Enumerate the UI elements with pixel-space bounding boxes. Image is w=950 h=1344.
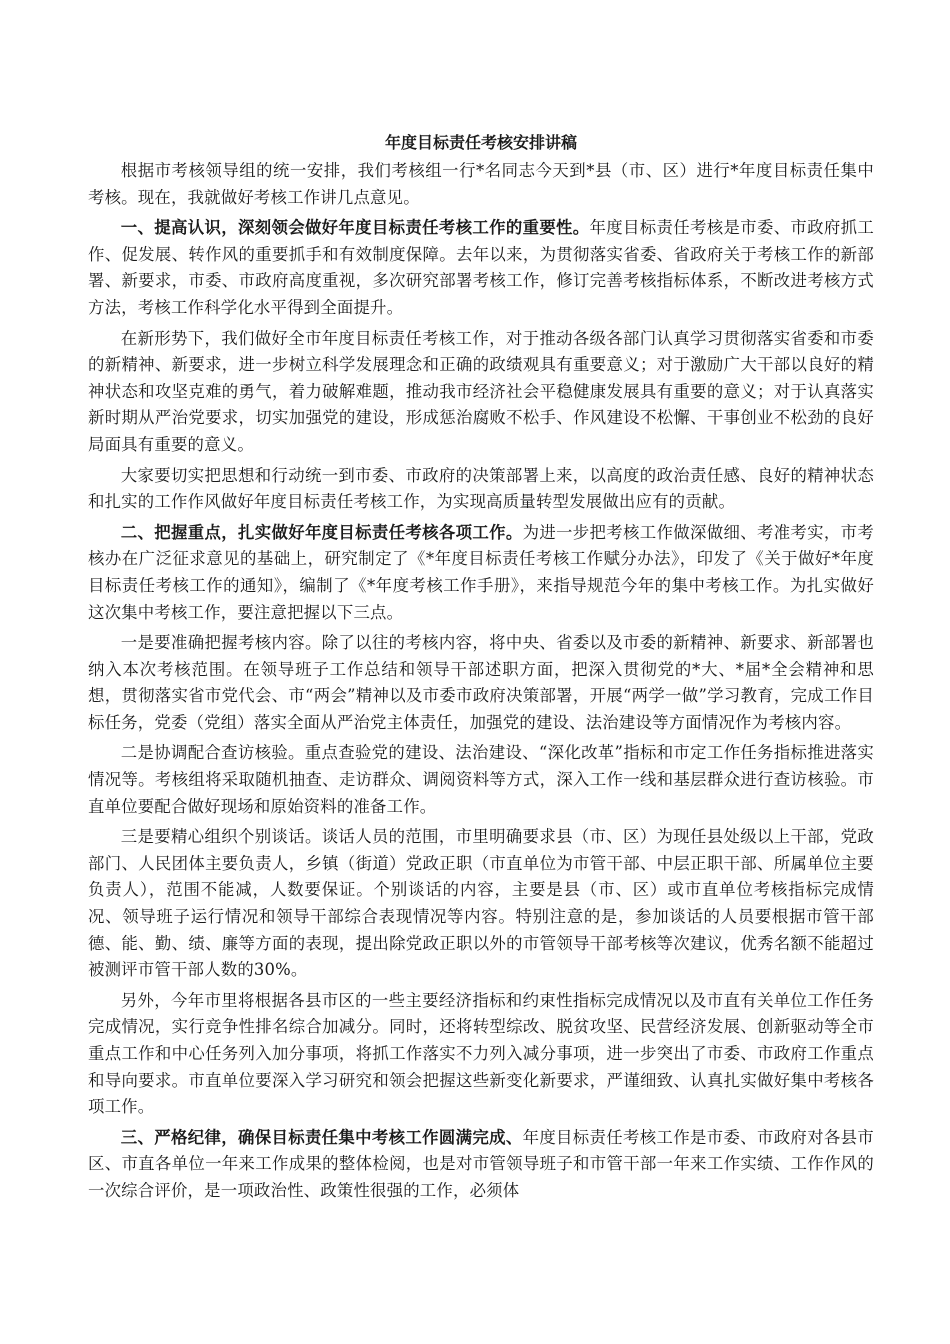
- paragraph-text: 大家要切实把思想和行动统一到市委、市政府的决策部署上来，以高度的政治责任感、良好的精神状态和扎实的工作作风做好年度目标责任考核工作，为实现高质量转型发展做出应有的贡献。: [88, 465, 874, 512]
- document-page: [88, 130, 874, 1207]
- paragraph-additionally: [88, 988, 874, 1121]
- paragraph-section-1: [88, 215, 874, 321]
- paragraph-text: 一是要准确把握考核内容。除了以往的考核内容，将中央、省委以及市委的新精神、新要求、新部署也纳入本次考核范围。在领导班子工作总结和领导干部述职方面，把深入贯彻党的*大、*届*全会精神和思想，贯彻落实省市党代会、市“两会”精神以及市委市政府决策部署，开展“两学一做”学习教育，完成工作目标任务，党委（党组）落实全面从严治党主体责任，加强党的建设、法治建设等方面情况作为考核内容。: [88, 633, 874, 732]
- paragraph-intro: [88, 158, 874, 211]
- paragraph-new-situation: [88, 326, 874, 459]
- paragraph-section-2: [88, 520, 874, 626]
- paragraph-text: 二是协调配合查访核验。重点查验党的建设、法治建设、“深化改革”指标和市定工作任务指标推进落实情况等。考核组将采取随机抽查、走访群众、调阅资料等方式，深入工作一线和基层群众进行查访核验。市直单位要配合做好现场和原始资料的准备工作。: [88, 743, 874, 816]
- paragraph-text: 另外，今年市里将根据各县市区的一些主要经济指标和约束性指标完成情况以及市直有关单位工作任务完成情况，实行竞争性排名综合加减分。同时，还将转型综改、脱贫攻坚、民营经济发展、创新驱动等全市重点工作和中心任务列入加分事项，将抓工作落实不力列入减分事项，进一步突出了市委、市政府工作重点和导向要求。市直单位要深入学习研究和领会把握这些新变化新要求，严谨细致、认真扎实做好集中考核各项工作。: [88, 990, 874, 1117]
- paragraph-text: 年度目标责任考核工作是市委、市政府对各县市区、市直各单位一年来工作成果的整体检阅，也是对市管领导班子和市管干部一年来工作实绩、工作作风的一次综合评价，是一项政治性、政策性很强的工作，必须体: [88, 1127, 874, 1200]
- paragraph-point-2: [88, 740, 874, 820]
- section-heading-2: 二、把握重点，扎实做好年度目标责任考核各项工作。: [120, 522, 523, 542]
- document-title: 年度目标责任考核安排讲稿: [384, 133, 577, 152]
- paragraph-text: 根据市考核领导组的统一安排，我们考核组一行*名同志今天到*县（市、区）进行*年度目标责任集中考核。现在，我就做好考核工作讲几点意见。: [88, 161, 874, 207]
- section-heading-1: 一、提高认识，深刻领会做好年度目标责任考核工作的重要性。: [120, 218, 590, 238]
- paragraph-text: 三是要精心组织个别谈话。谈话人员的范围，市里明确要求县（市、区）为现任县处级以上干部，党政部门、人民团体主要负责人，乡镇（街道）党政正职（市直单位为市管干部、中层正职干部、所属单位主要负责人），范围不能减，人数要保证。个别谈话的内容，主要是县（市、区）或市直单位考核指标完成情况、领导班子运行情况和领导干部综合表现情况等内容。特别注意的是，参加谈话的人员要根据市管干部德、能、勤、绩、廉等方面的表现，提出除党政正职以外的市管领导干部考核等次建议，优秀名额不能超过被测评市管干部人数的30%。: [88, 827, 874, 980]
- paragraph-point-1: [88, 630, 874, 736]
- paragraph-text: 年度目标责任考核是市委、市政府抓工作、促发展、转作风的重要抓手和有效制度保障。去年以来，为贯彻落实省委、省政府关于考核工作的新部署、新要求，市委、市政府高度重视，多次研究部署考核工作，修订完善考核指标体系，不断改进考核方式方法，考核工作科学化水平得到全面提升。: [88, 218, 874, 317]
- paragraph-section-3: [88, 1125, 874, 1205]
- paragraph-point-3: [88, 824, 874, 984]
- paragraph-unify-thinking: [88, 463, 874, 516]
- paragraph-text: 为进一步把考核工作做深做细、考准考实，市考核办在广泛征求意见的基础上，研究制定了《*年度目标责任考核工作赋分办法》，印发了《关于做好*年度目标责任考核工作的通知》，编制了《*年度考核工作手册》，来指导规范今年的集中考核工作。为扎实做好这次集中考核工作，要注意把握以下三点。: [88, 522, 874, 622]
- paragraph-text: 在新形势下，我们做好全市年度目标责任考核工作，对于推动各级各部门认真学习贯彻落实省委和市委的新精神、新要求，进一步树立科学发展理念和正确的政绩观具有重要意义；对于激励广大干部以良好的精神状态和攻坚克难的勇气，着力破解难题，推动我市经济社会平稳健康发展具有重要的意义；对于认真落实新时期从严治党要求，切实加强党的建设，形成惩治腐败不松手、作风建设不松懈、干事创业不松劲的良好局面具有重要的意义。: [88, 328, 874, 454]
- section-heading-3: 三、严格纪律，确保目标责任集中考核工作圆满完成、: [120, 1127, 523, 1147]
